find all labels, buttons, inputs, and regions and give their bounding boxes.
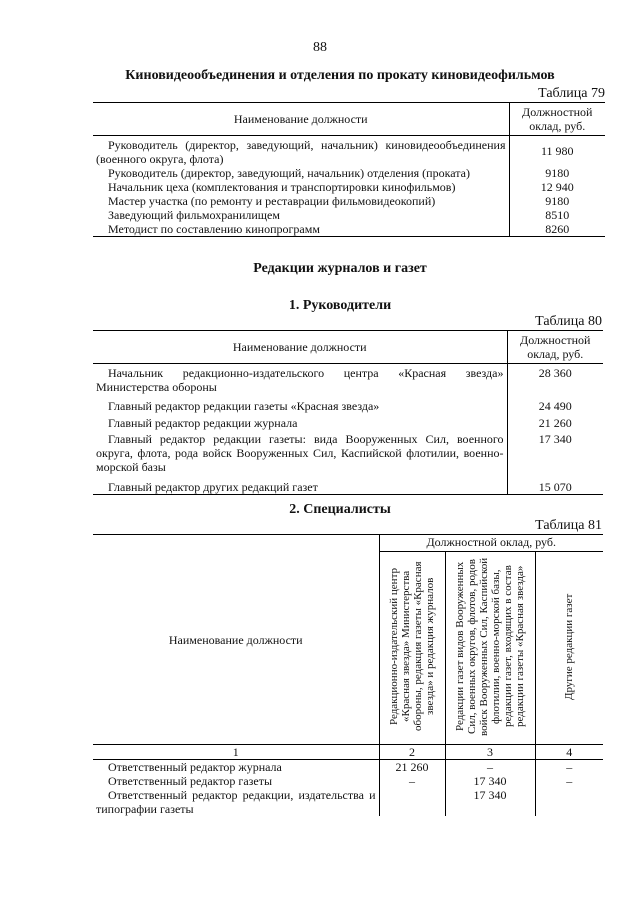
table-79-row-salary: 12 940: [540, 180, 574, 194]
table-81-colnum: 2: [379, 745, 445, 760]
table-81-colnum: 4: [535, 745, 603, 760]
table-81-header-top: [93, 535, 603, 552]
table-80-row-name: Главный редактор редакции журнала: [93, 413, 507, 430]
table-81-row-c4: –: [566, 760, 573, 774]
table-row: [93, 413, 603, 430]
table-row: [93, 136, 605, 167]
section-title-editorial-offices: Редакции журналов и газет: [253, 261, 427, 276]
table-80-row-salary: 21 260: [538, 416, 572, 430]
table-79: [93, 102, 605, 237]
table-row: [93, 474, 603, 495]
table-row: [93, 364, 603, 395]
table-row: [93, 788, 603, 816]
table-81-header-name: Наименование должности: [93, 535, 379, 745]
table-80-row-name: Главный редактор редакции газеты «Красная звезда»: [93, 394, 507, 413]
table-79-row-salary: 8510: [545, 208, 570, 222]
table-80-header-name: Наименование должности: [93, 331, 507, 364]
table-81-row-c4: –: [566, 774, 573, 788]
table-80-row-salary: 17 340: [538, 432, 572, 446]
table-79-row-name: Методист по составлению кинопрограмм: [93, 222, 509, 237]
table-row: [93, 430, 603, 474]
subsection-title-specialists: 2. Специалисты: [289, 502, 391, 517]
table-81-subcol-header: Редакционно-издательский центр «Красная звезда» Министерства обороны, редакция газеты «Красная звезда» и редакция журналов: [388, 561, 436, 732]
table-81-row-c2: 21 260: [379, 760, 445, 775]
table-79-row-name: Заведующий фильмохранилищем: [93, 208, 509, 222]
table-79-row-salary: 9180: [545, 194, 570, 208]
table-row: [93, 194, 605, 208]
table-81-row-name: Ответственный редактор редакции, издательства и типографии газеты: [93, 788, 379, 816]
table-79-row-name: Начальник цеха (комплектования и транспортировки кинофильмов): [93, 180, 509, 194]
table-80: [93, 330, 603, 495]
table-80-header-salary: Должностной оклад, руб.: [507, 331, 603, 364]
table-81-row-c3: 17 340: [445, 774, 535, 788]
table-81-row-name: Ответственный редактор газеты: [93, 774, 379, 788]
table-80-header: [93, 331, 603, 364]
table-81-colnum: 3: [445, 745, 535, 760]
table-81-colnum: 1: [93, 745, 379, 760]
table-81-row-c2: –: [379, 774, 445, 788]
table-row: [93, 760, 603, 775]
section-title-film-units: Киновидеообъединения и отделения по прокату киновидеофильмов: [125, 68, 555, 83]
table-79-row-name: Руководитель (директор, заведующий, начальник) отделения (проката): [93, 166, 509, 180]
subsection-title-managers: 1. Руководители: [288, 298, 392, 313]
table-80-row-salary: 28 360: [538, 366, 572, 380]
table-79-label: Таблица 79: [538, 86, 605, 101]
table-80-row-name: Начальник редакционно-издательского центра «Красная звезда» Министерства обороны: [93, 364, 507, 395]
table-81-column-numbers: [93, 745, 603, 760]
table-81-header-salary-group: Должностной оклад, руб.: [379, 535, 603, 552]
table-81-row-name: Ответственный редактор журнала: [93, 760, 379, 775]
table-81-row-c3: 17 340: [445, 788, 535, 816]
table-80-row-name: Главный редактор других редакций газет: [93, 474, 507, 495]
table-row: [93, 222, 605, 237]
table-81: [93, 534, 603, 816]
table-81-row-c2: [379, 788, 445, 816]
table-row: [93, 394, 603, 413]
table-row: [93, 208, 605, 222]
table-79-row-salary: 8260: [509, 222, 605, 237]
table-79-header: [93, 103, 605, 136]
table-80-label: Таблица 80: [535, 314, 602, 329]
table-81-label: Таблица 81: [535, 518, 602, 533]
table-79-row-name: Мастер участка (по ремонту и реставрации фильмовидеокопий): [93, 194, 509, 208]
table-81-subcol-header: Другие редакции газет: [563, 593, 576, 700]
table-81-subcol-header: Редакции газет видов Вооруженных Сил, военных округов, флотов, родов войск Вооруженных Сил, Каспийской флотилии, военно-морской базы, редакции газет, входящих в состав редакции газеты «Красная звезда»: [454, 557, 526, 736]
table-80-row-salary: 15 070: [507, 474, 603, 495]
table-row: [93, 774, 603, 788]
table-80-row-salary: 24 490: [538, 399, 572, 413]
table-79-header-salary: Должностной оклад, руб.: [509, 103, 605, 136]
table-79-row-salary: 11 980: [540, 144, 574, 158]
page-number: 88: [313, 40, 327, 55]
table-80-row-name: Главный редактор редакции газеты: вида Вооруженных Сил, военного округа, флота, рода войск Вооруженных Сил, Каспийской флотилии, военно-морской базы: [93, 430, 507, 474]
table-row: [93, 166, 605, 180]
table-79-row-name: Руководитель (директор, заведующий, начальник) киновидеообъединения (военного округа, флота): [93, 136, 509, 167]
table-79-header-name: Наименование должности: [93, 103, 509, 136]
table-row: [93, 180, 605, 194]
table-79-row-salary: 9180: [545, 166, 570, 180]
table-81-row-c4: [535, 788, 603, 816]
table-81-row-c3: –: [445, 760, 535, 775]
